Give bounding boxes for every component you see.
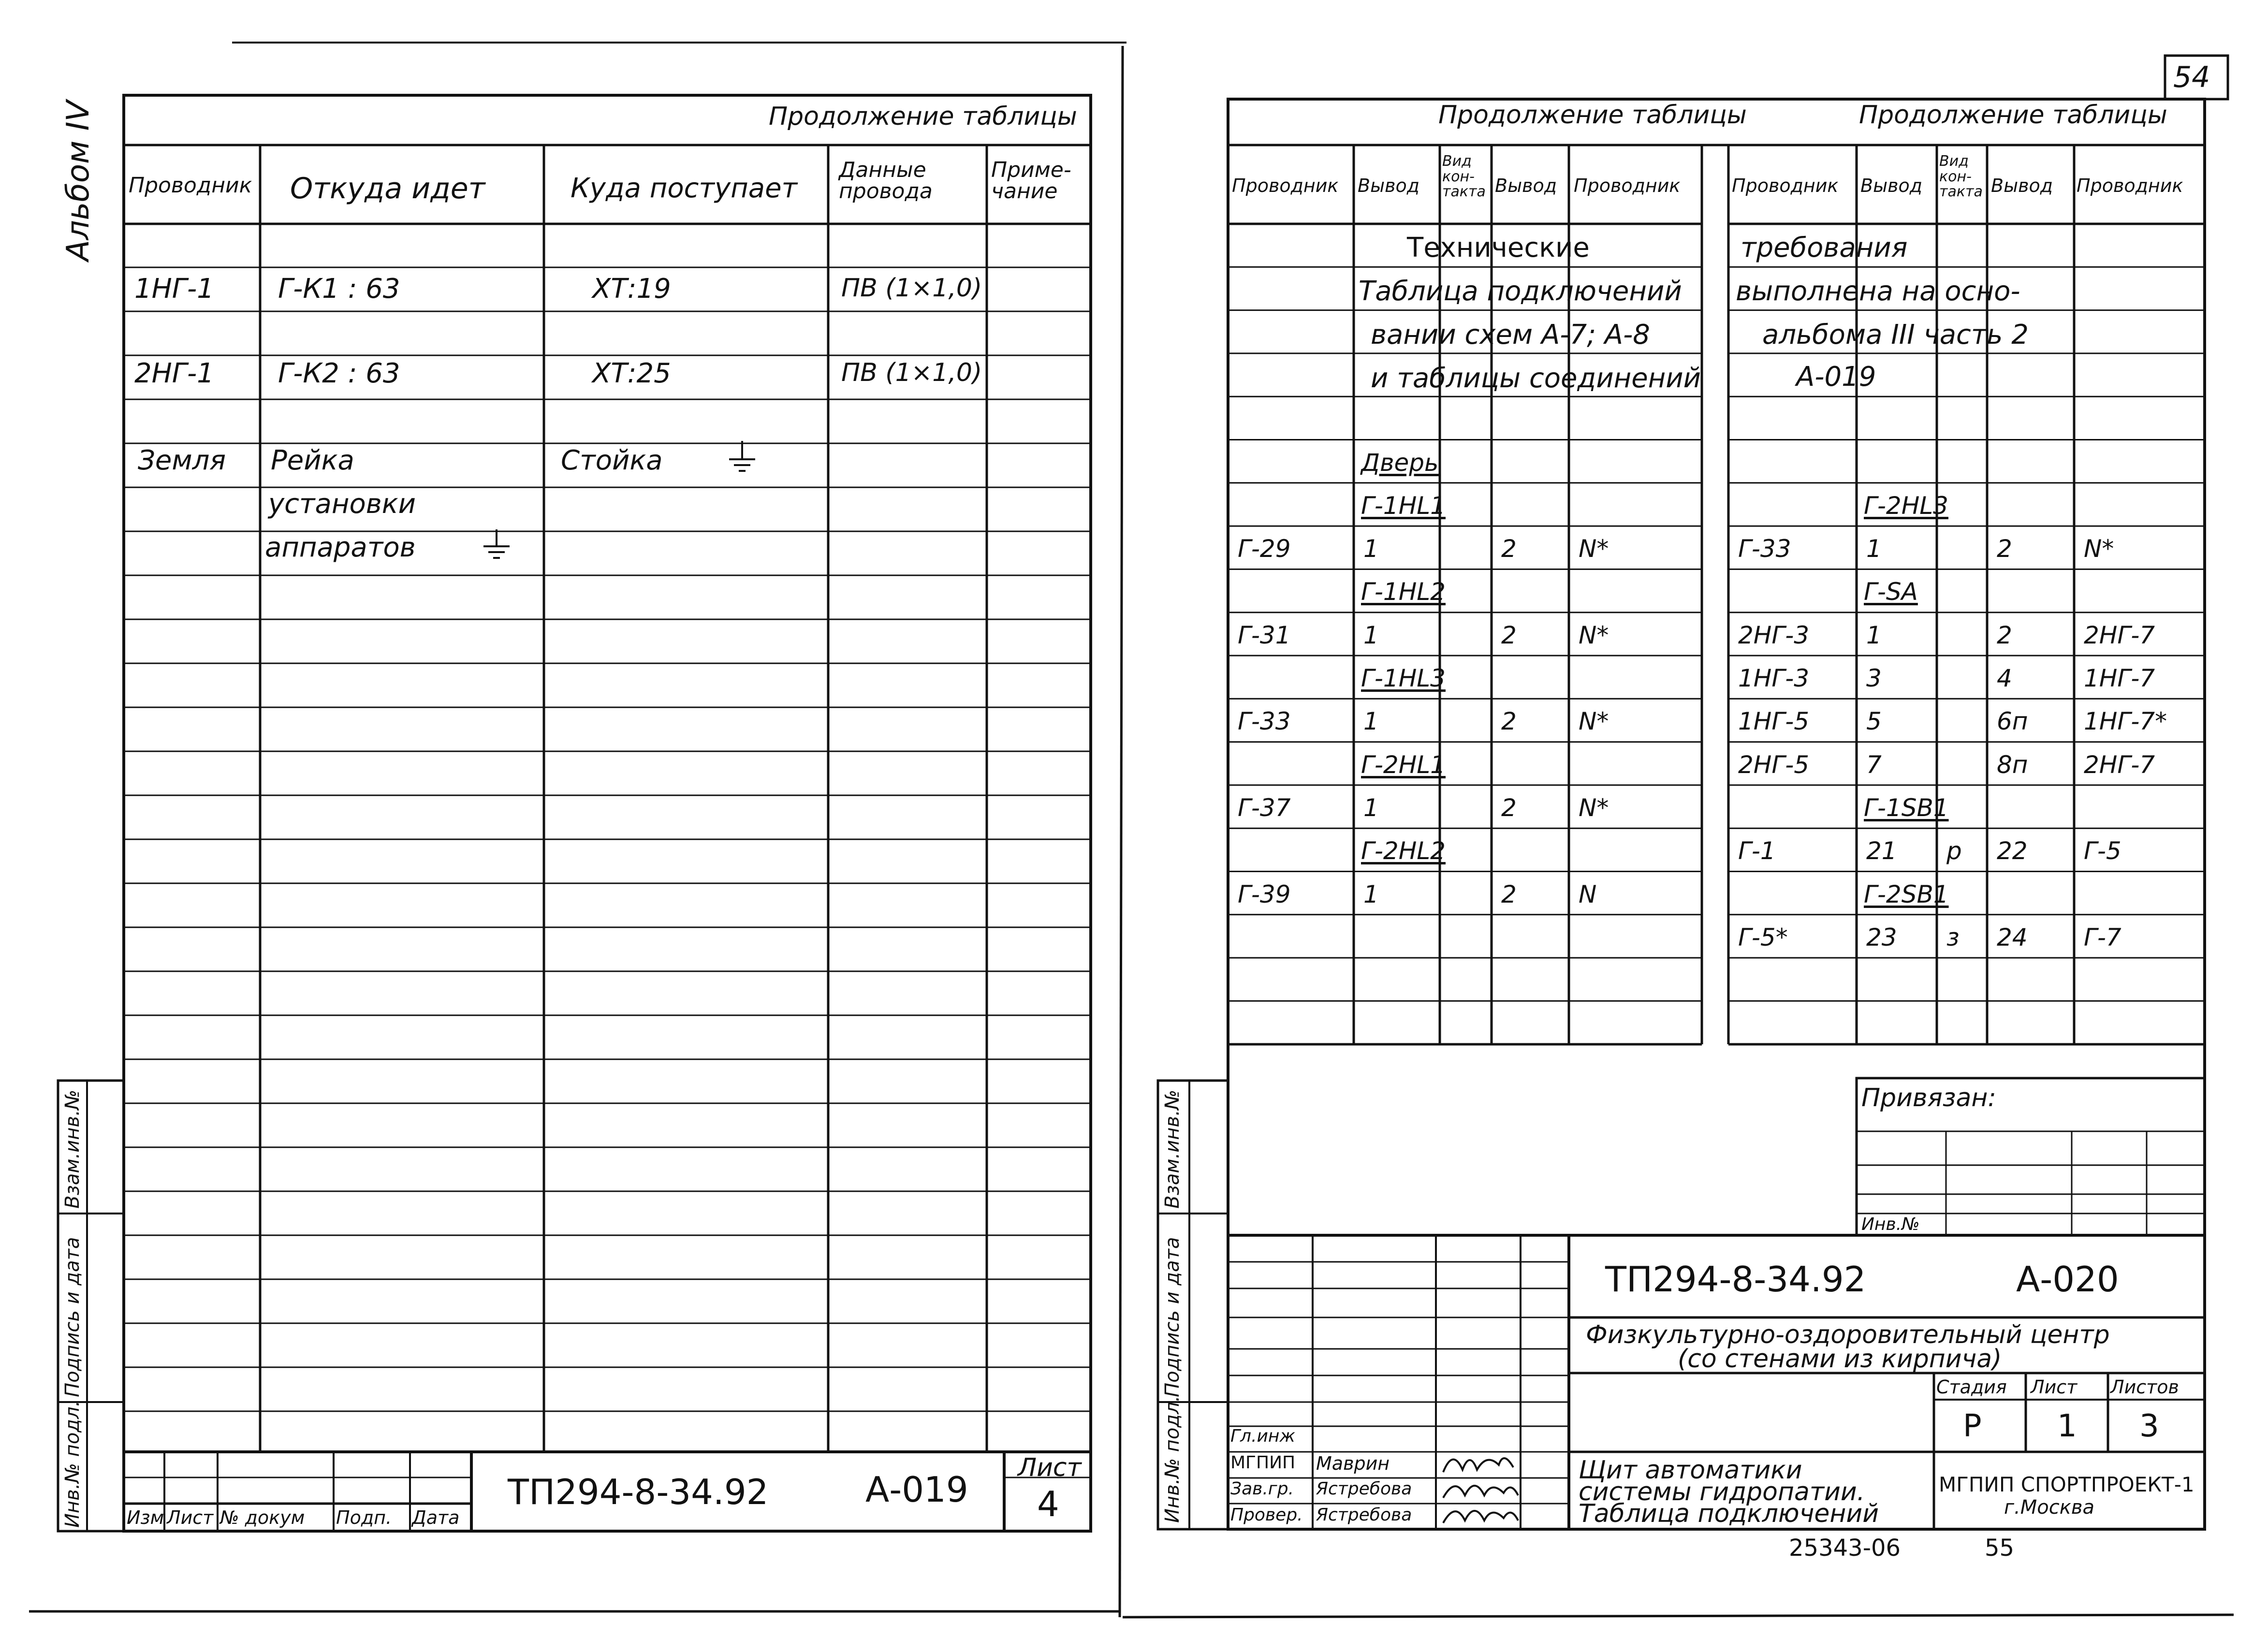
left-side-label-sign: Подпись и дата [61, 1237, 84, 1397]
right-stamp-sheet: 1 [2057, 1408, 2077, 1444]
rr-group-7: Г-1SB1 [1864, 793, 1949, 822]
rl-row-10-cell-0: Г-39 [1238, 880, 1291, 908]
rl-row-6-cell-3: 2 [1501, 707, 1517, 736]
right-hdr-l-out2: Вывод [1495, 175, 1557, 196]
rr-row-5-cell-4: 1НГ-7* [2084, 707, 2167, 736]
stamp-role-1: Гл.инж [1230, 1426, 1295, 1446]
rl-row-4-cell-4: N* [1579, 621, 1609, 649]
rl-group-1: Г-1HL1 [1361, 491, 1446, 520]
rr-row-8-cell-2: р [1946, 837, 1962, 865]
rr-row-10-cell-3: 24 [1997, 923, 2028, 951]
left-stamp-code: ТП294-8-34.92 [508, 1472, 769, 1512]
left-r1-c2: Г-К1 : 63 [278, 273, 400, 305]
rl-group-5: Г-1HL3 [1361, 664, 1446, 692]
stamp-role-3: Зав.гр. [1230, 1479, 1294, 1499]
right-stamp-project-1: Физкультурно-оздоровительный центр [1586, 1320, 2110, 1349]
right-stamp-org-2: г.Москва [2004, 1496, 2094, 1519]
rr-row-3-cell-3: 2 [1997, 621, 2012, 649]
rr-row-4-cell-3: 4 [1997, 664, 2012, 692]
rl-group-7: Г-2HL1 [1361, 750, 1446, 779]
right-hdr-r-conductor: Проводник [1732, 175, 1839, 196]
note-line-2: требования [1741, 232, 1908, 263]
left-side-label-inv: Инв.№ подл. [61, 1400, 84, 1528]
right-stamp-title-2: системы гидропатии. [1579, 1477, 1865, 1506]
rr-row-10-cell-2: з [1946, 923, 1960, 951]
note-line-7: и таблицы соединений [1371, 363, 1701, 394]
rr-row-5-cell-3: 6п [1997, 707, 2028, 736]
stamp-name-3: Ястребова [1316, 1479, 1412, 1499]
note-line-5: вании схем А-7; А-8 [1371, 319, 1650, 351]
left-r2-c3: ХТ:25 [592, 358, 671, 389]
inv-no-label: Инв.№ [1861, 1214, 1920, 1234]
rl-row-4-cell-3: 2 [1501, 621, 1517, 649]
right-hdr-r-conductor2: Проводник [2077, 175, 2183, 196]
left-header-data: Данные провода [839, 158, 933, 204]
rl-row-8-cell-4: N* [1579, 793, 1609, 822]
left-stamp-col-date: Дата [412, 1507, 460, 1528]
rr-row-3-cell-1: 1 [1866, 621, 1882, 649]
rl-row-10-cell-4: N [1579, 880, 1597, 908]
left-header-to: Куда поступает [571, 173, 798, 204]
right-hdr-r-kind: Вид кон- такта [1939, 153, 1983, 200]
rr-row-8-cell-4: Г-5 [2084, 837, 2121, 865]
right-stamp-sheets: 3 [2139, 1408, 2159, 1444]
rr-row-4-cell-0: 1НГ-3 [1738, 664, 1810, 692]
right-stamp-drawing: А-020 [2016, 1259, 2119, 1300]
rr-row-6-cell-4: 2НГ-7 [2084, 750, 2155, 779]
note-line-1: Технические [1407, 232, 1590, 263]
note-line-3: Таблица подключений [1359, 276, 1682, 307]
left-stamp-col-sign: Подп. [336, 1507, 392, 1528]
right-stamp-sheets-label: Листов [2110, 1376, 2179, 1398]
right-side-label-replace: Взам.инв.№ [1161, 1089, 1184, 1209]
left-r1-c4: ПВ (1×1,0) [841, 274, 982, 303]
rr-row-6-cell-1: 7 [1866, 750, 1882, 779]
rl-row-2-cell-1: 1 [1363, 535, 1379, 563]
left-header-from: Откуда идет [290, 172, 485, 205]
rl-row-8-cell-0: Г-37 [1238, 793, 1291, 822]
rr-row-5-cell-1: 5 [1866, 707, 1882, 736]
rr-row-8-cell-3: 22 [1997, 837, 2028, 865]
rr-row-4-cell-4: 1НГ-7 [2084, 664, 2155, 692]
left-stamp-sheet: 4 [1037, 1484, 1059, 1524]
rl-row-8-cell-1: 1 [1363, 793, 1379, 822]
left-r5-c2: аппаратов [265, 532, 416, 563]
rr-row-6-cell-3: 8п [1997, 750, 2028, 779]
rr-group-0: Г-2HL3 [1864, 491, 1948, 520]
left-header-note: Приме-чание [991, 158, 1071, 204]
rr-row-5-cell-0: 1НГ-5 [1738, 707, 1810, 736]
right-stamp-stage-label: Стадия [1936, 1376, 2007, 1398]
rr-row-6-cell-0: 2НГ-5 [1738, 750, 1810, 779]
rl-row-4-cell-0: Г-31 [1238, 621, 1291, 649]
left-stamp-drawing: А-019 [865, 1469, 968, 1510]
rl-row-4-cell-1: 1 [1363, 621, 1379, 649]
left-r2-c2: Г-К2 : 63 [278, 358, 400, 389]
footer-page: 55 [1985, 1535, 2015, 1562]
left-r3-c2: Рейка [271, 445, 354, 476]
rl-group-0: Дверь [1361, 448, 1439, 477]
rr-group-2: Г-SA [1864, 578, 1918, 606]
stamp-role-2: МГПИП [1230, 1453, 1296, 1473]
right-hdr-r-out1: Вывод [1860, 175, 1922, 196]
left-r3-c3: Стойка [561, 445, 663, 476]
stamp-name-4: Ястребова [1316, 1505, 1412, 1525]
right-hdr-l-conductor: Проводник [1232, 175, 1339, 196]
stamp-name-2: Маврин [1316, 1453, 1390, 1474]
left-stamp-col-doc: № докум [220, 1507, 305, 1528]
rr-row-1-cell-4: N* [2084, 535, 2114, 563]
rl-row-6-cell-4: N* [1579, 707, 1609, 736]
right-stamp-sheet-label: Лист [2031, 1376, 2077, 1398]
right-hdr-r-out2: Вывод [1991, 175, 2053, 196]
rr-row-8-cell-1: 21 [1866, 837, 1897, 865]
rr-row-3-cell-4: 2НГ-7 [2084, 621, 2155, 649]
left-stamp-col-list: Лист [167, 1507, 214, 1528]
rl-row-10-cell-3: 2 [1501, 880, 1517, 908]
left-r3-c1: Земля [138, 445, 226, 476]
left-stamp-col-izm: Изм [127, 1507, 164, 1528]
left-r2-c4: ПВ (1×1,0) [841, 358, 982, 387]
left-r1-c3: ХТ:19 [592, 273, 671, 305]
privyazan-label: Привязан: [1861, 1083, 1996, 1112]
footer-number: 25343-06 [1789, 1535, 1901, 1562]
rl-row-6-cell-1: 1 [1363, 707, 1379, 736]
right-side-label-inv: Инв.№ подл. [1161, 1395, 1184, 1523]
right-hdr-l-out1: Вывод [1358, 175, 1419, 196]
rr-row-1-cell-1: 1 [1866, 535, 1882, 563]
right-stamp-title-3: Таблица подключений [1579, 1499, 1879, 1528]
right-stamp-title-1: Щит автоматики [1579, 1456, 1802, 1485]
left-r2-c1: 2НГ-1 [134, 358, 214, 389]
right-hdr-l-kind: Вид кон- такта [1442, 153, 1486, 200]
stamp-role-4: Провер. [1230, 1505, 1303, 1525]
rr-row-4-cell-1: 3 [1866, 664, 1882, 692]
right-side-label-sign: Подпись и дата [1161, 1237, 1184, 1397]
rr-row-10-cell-4: Г-7 [2084, 923, 2121, 951]
rl-group-9: Г-2HL2 [1361, 837, 1446, 865]
rr-row-8-cell-0: Г-1 [1738, 837, 1776, 865]
rl-row-2-cell-4: N* [1579, 535, 1609, 563]
right-stamp-project-2: (со стенами из кирпича) [1678, 1345, 2002, 1374]
right-stamp-stage: Р [1963, 1408, 1982, 1444]
left-stamp-sheet-label: Лист [1018, 1453, 1082, 1482]
left-r4-c2: установки [268, 488, 416, 520]
right-continuation-right: Продолжение таблицы [1859, 101, 2167, 130]
rr-group-9: Г-2SB1 [1864, 880, 1949, 908]
rl-row-2-cell-3: 2 [1501, 535, 1517, 563]
left-side-label-replace: Взам.инв.№ [61, 1089, 84, 1209]
note-line-4: выполнена на осно- [1736, 276, 2020, 307]
rr-row-1-cell-0: Г-33 [1738, 535, 1791, 563]
right-stamp-org-1: МГПИП СПОРТПРОЕКТ-1 [1939, 1473, 2194, 1496]
note-line-6: альбома III часть 2 [1762, 319, 2029, 351]
left-r1-c1: 1НГ-1 [134, 273, 214, 305]
rl-row-2-cell-0: Г-29 [1238, 535, 1291, 563]
rl-row-6-cell-0: Г-33 [1238, 707, 1291, 736]
album-label: Альбом IV [60, 100, 96, 261]
rl-group-3: Г-1HL2 [1361, 578, 1446, 606]
note-line-8: А-019 [1796, 361, 1876, 393]
rl-row-10-cell-1: 1 [1363, 880, 1379, 908]
rr-row-10-cell-0: Г-5* [1738, 923, 1788, 951]
rr-row-1-cell-3: 2 [1997, 535, 2012, 563]
rr-row-10-cell-1: 23 [1866, 923, 1897, 951]
right-stamp-code: ТП294-8-34.92 [1605, 1259, 1866, 1300]
left-continuation: Продолжение таблицы [769, 102, 1077, 131]
right-hdr-l-conductor2: Проводник [1574, 175, 1681, 196]
rr-row-3-cell-0: 2НГ-3 [1738, 621, 1810, 649]
left-header-conductor: Проводник [129, 173, 252, 198]
page-number: 54 [2173, 60, 2210, 94]
right-continuation-left: Продолжение таблицы [1438, 101, 1747, 130]
rl-row-8-cell-3: 2 [1501, 793, 1517, 822]
